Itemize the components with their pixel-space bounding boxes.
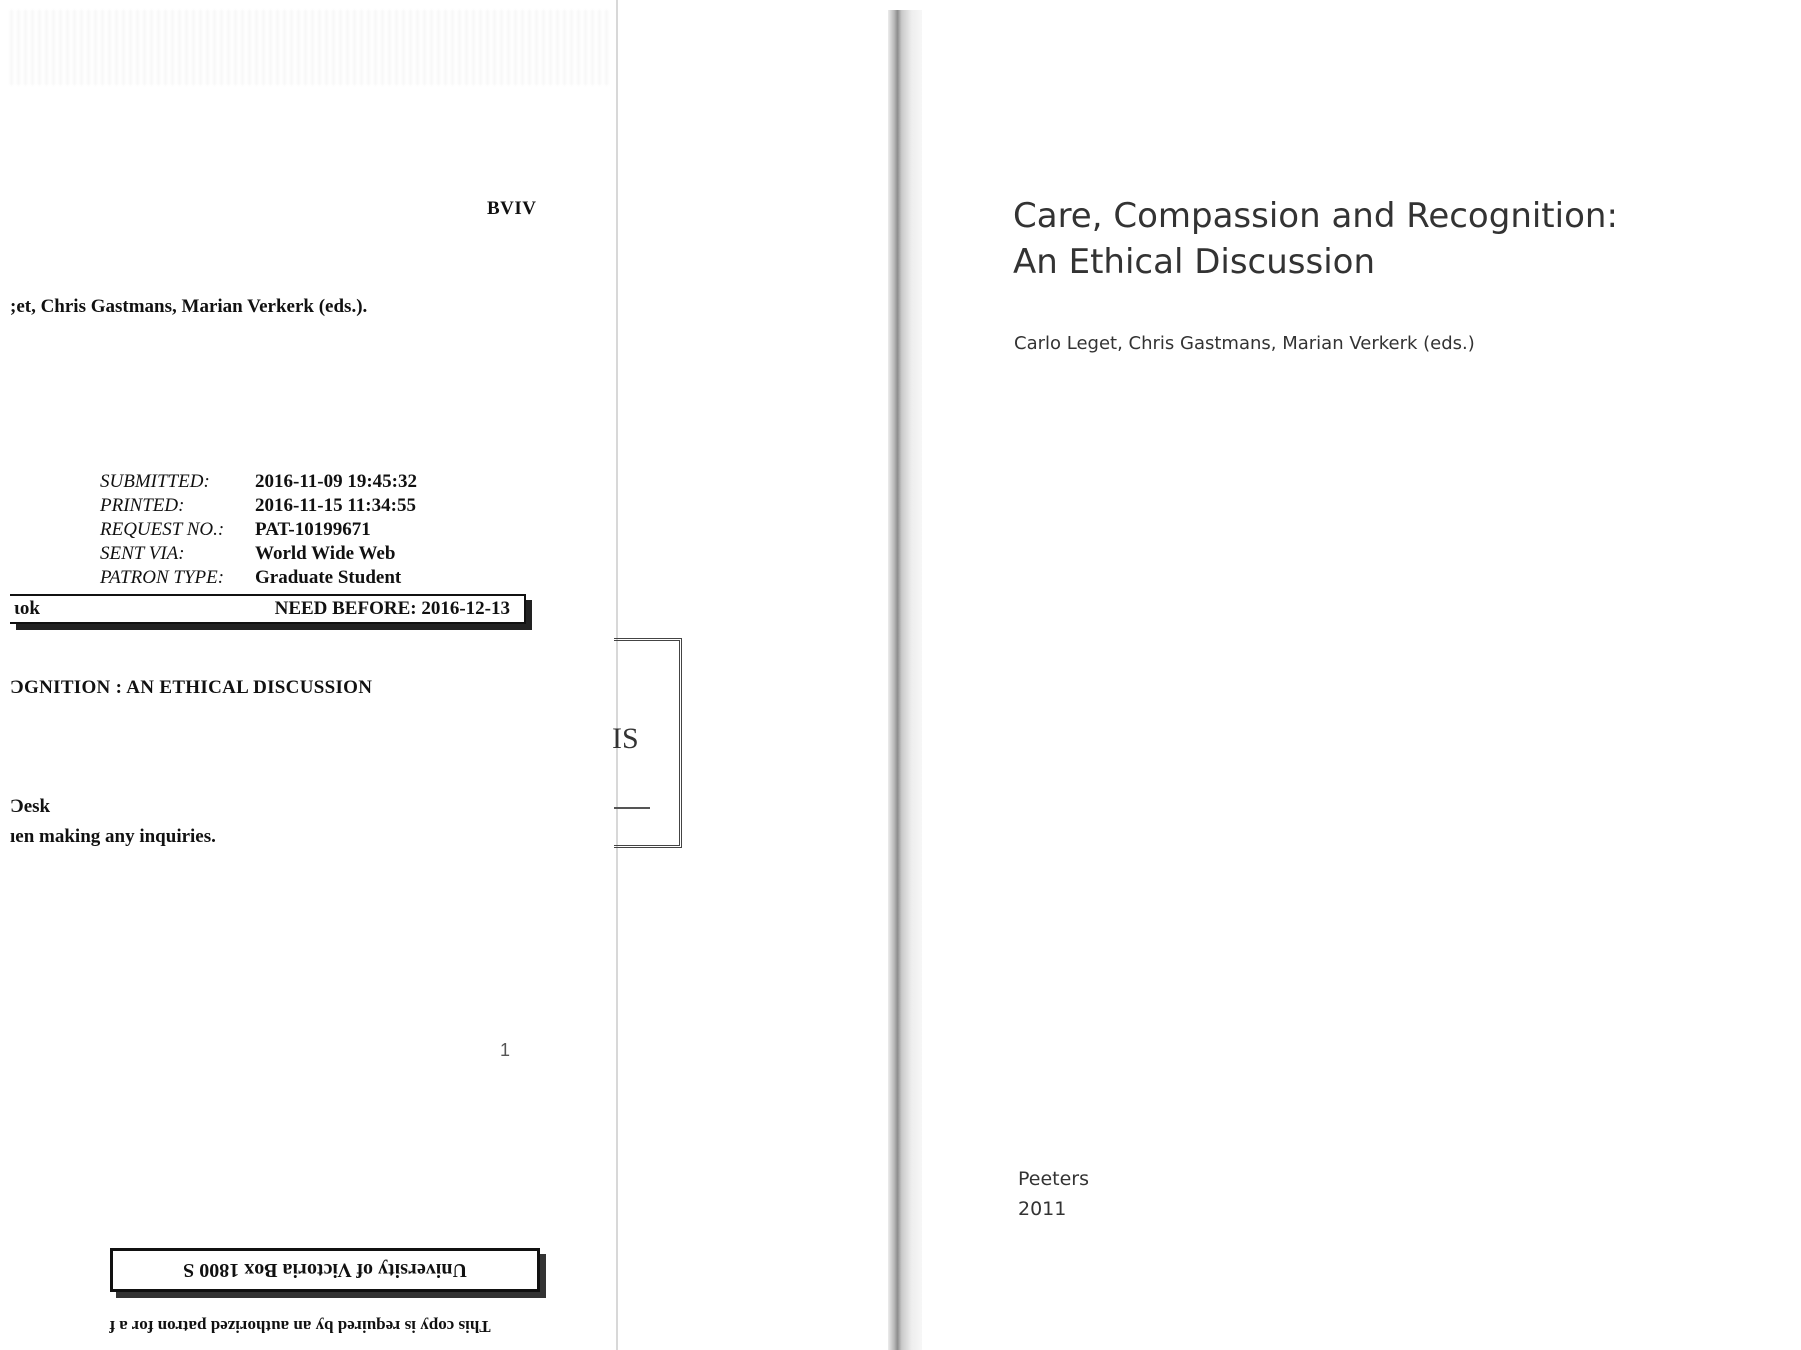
inquiries-fragment: ıen making any inquiries. — [10, 826, 216, 847]
publisher-name: Peeters — [1018, 1168, 1090, 1190]
need-before-date: NEED BEFORE: 2016-12-13 — [274, 598, 510, 619]
desk-fragment: Ɔesk — [10, 796, 51, 817]
book-title-line: Care, Compassion and Recognition: — [1013, 196, 1618, 236]
request-label: PATRON TYPE: — [100, 567, 225, 588]
copyright-notice: This copy is required by an authorized patron for a f — [109, 1317, 491, 1336]
request-value: PAT-10199671 — [255, 519, 371, 540]
request-label: SENT VIA: — [100, 543, 185, 564]
page-mark: 1 — [500, 1040, 511, 1060]
request-row-sent-via — [100, 542, 417, 566]
request-value: World Wide Web — [255, 543, 396, 564]
request-label: REQUEST NO.: — [100, 519, 225, 540]
request-details — [100, 470, 417, 590]
request-title: ƆGNITION : AN ETHICAL DISCUSSION — [10, 677, 373, 698]
request-value: Graduate Student — [255, 567, 402, 588]
request-authors: ;et, Chris Gastmans, Marian Verkerk (eds.). — [10, 296, 368, 317]
request-row-submitted — [100, 470, 417, 494]
book-gutter — [888, 10, 922, 1350]
scan-smudge — [10, 10, 610, 85]
stamp-fragment: IS — [612, 722, 639, 755]
request-row-number — [100, 518, 417, 542]
request-value: 2016-11-15 11:34:55 — [255, 495, 416, 516]
book-title — [1013, 193, 1618, 285]
stamp-rule — [614, 807, 650, 809]
university-fragment: University of Victoria Box 1800 S — [183, 1259, 467, 1282]
book-title-line: An Ethical Discussion — [1013, 242, 1376, 282]
request-row-patron-type — [100, 566, 417, 590]
request-label: PRINTED: — [100, 495, 185, 516]
request-label: SUBMITTED: — [100, 471, 210, 492]
publication-year: 2011 — [1018, 1198, 1067, 1220]
request-row-printed — [100, 494, 417, 518]
publisher-block — [1018, 1164, 1089, 1224]
header-code: BVIV — [487, 198, 537, 219]
format-fragment: ɩok — [14, 598, 40, 619]
need-before-box — [10, 594, 526, 624]
request-value: 2016-11-09 19:45:32 — [255, 471, 418, 492]
book-editors: Carlo Leget, Chris Gastmans, Marian Verkerk (eds.) — [1014, 333, 1475, 354]
university-address-box — [110, 1248, 540, 1292]
